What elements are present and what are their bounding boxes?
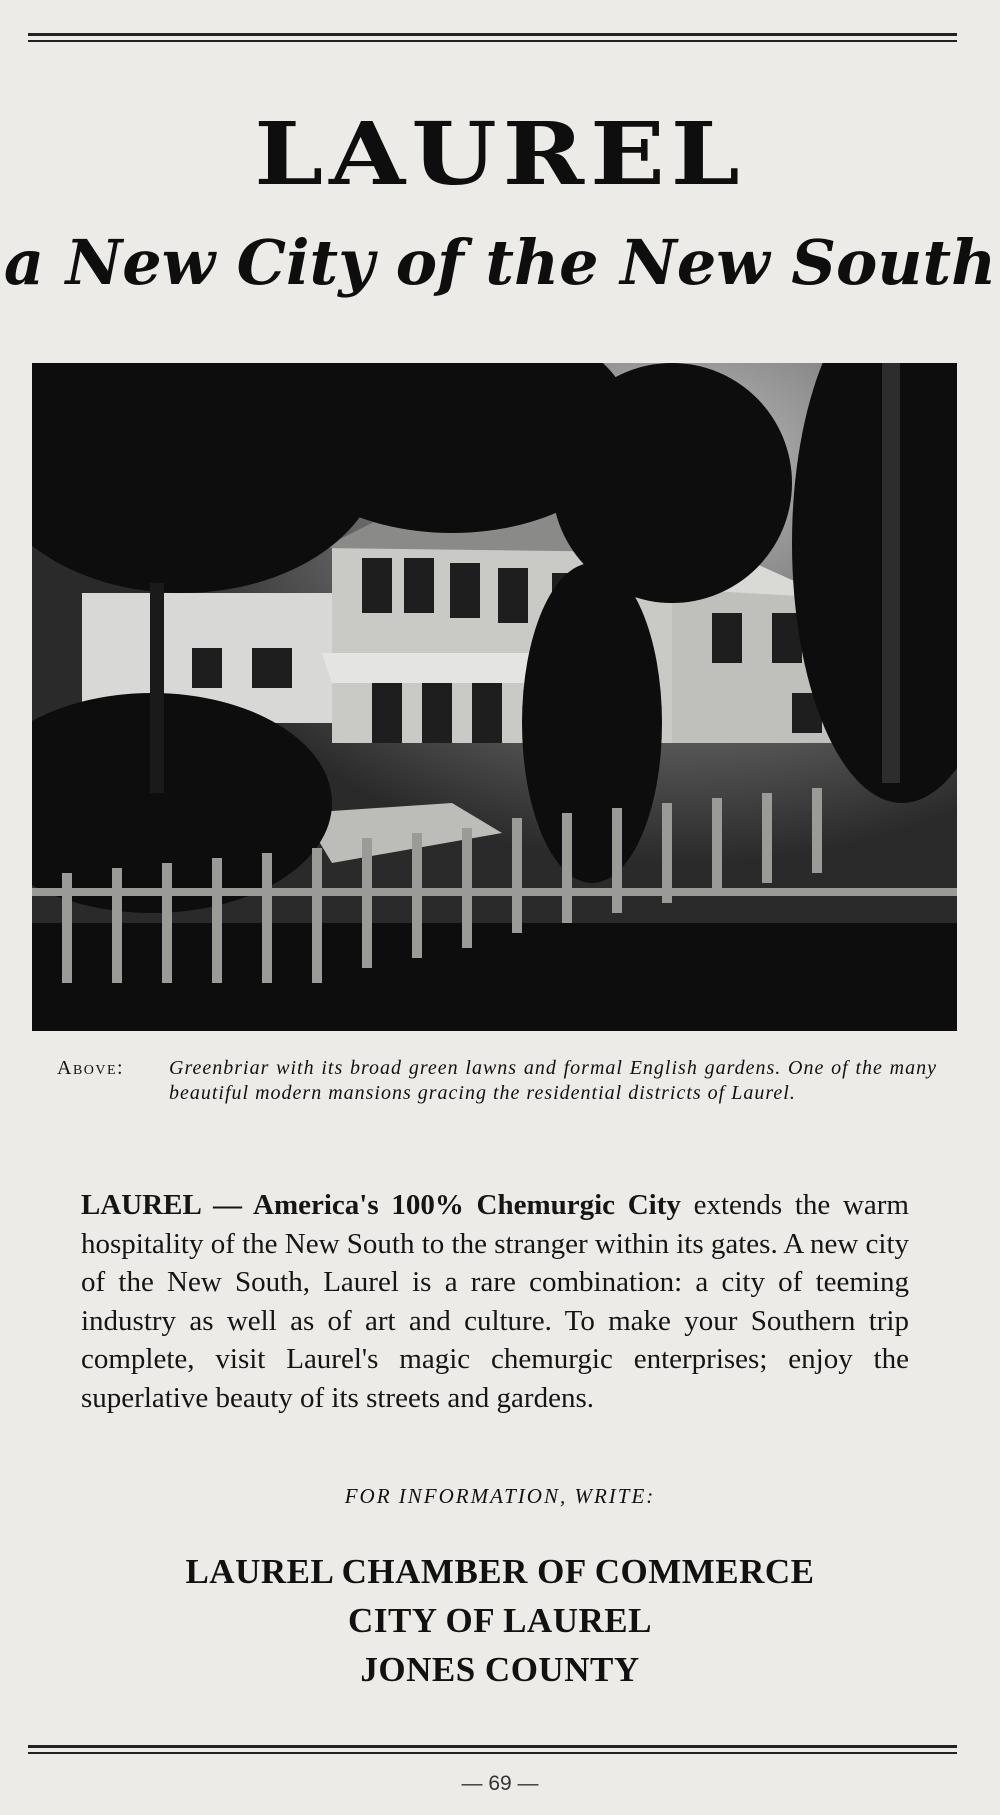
page-subtitle: a New City of the New South (3, 226, 997, 299)
page-number: — 69 — (461, 1772, 539, 1795)
page-title: LAUREL (254, 104, 746, 206)
caption-label: Above: (57, 1057, 125, 1079)
info-prompt: FOR INFORMATION, WRITE: (344, 1484, 656, 1508)
mansion-photo (32, 363, 957, 1031)
contact-block (0, 1547, 1000, 1694)
body-paragraph (81, 1186, 909, 1417)
contact-line: LAUREL CHAMBER OF COMMERCE (185, 1552, 815, 1591)
body-text: extends the warm hospitality of the New South to the stranger within its gates. A new city of the New South, Laurel is a rare combination: a city of teeming industry as well as of art and culture. To make your Southern trip complete, visit Laurel's magic chemurgic enterprises; enjoy the superlative beauty of its streets and gardens. (81, 1189, 910, 1414)
contact-line: CITY OF LAUREL (348, 1601, 652, 1640)
contact-line: JONES COUNTY (360, 1650, 640, 1689)
caption-text: Greenbriar with its broad green lawns and formal English gardens. One of the many beautiful modern mansions gracing the residential districts of Laurel. (169, 1057, 937, 1104)
photo-caption (57, 1056, 937, 1106)
top-rule (28, 33, 957, 42)
bottom-rule (28, 1745, 957, 1754)
body-lead: LAUREL — America's 100% Chemurgic City (81, 1189, 681, 1221)
